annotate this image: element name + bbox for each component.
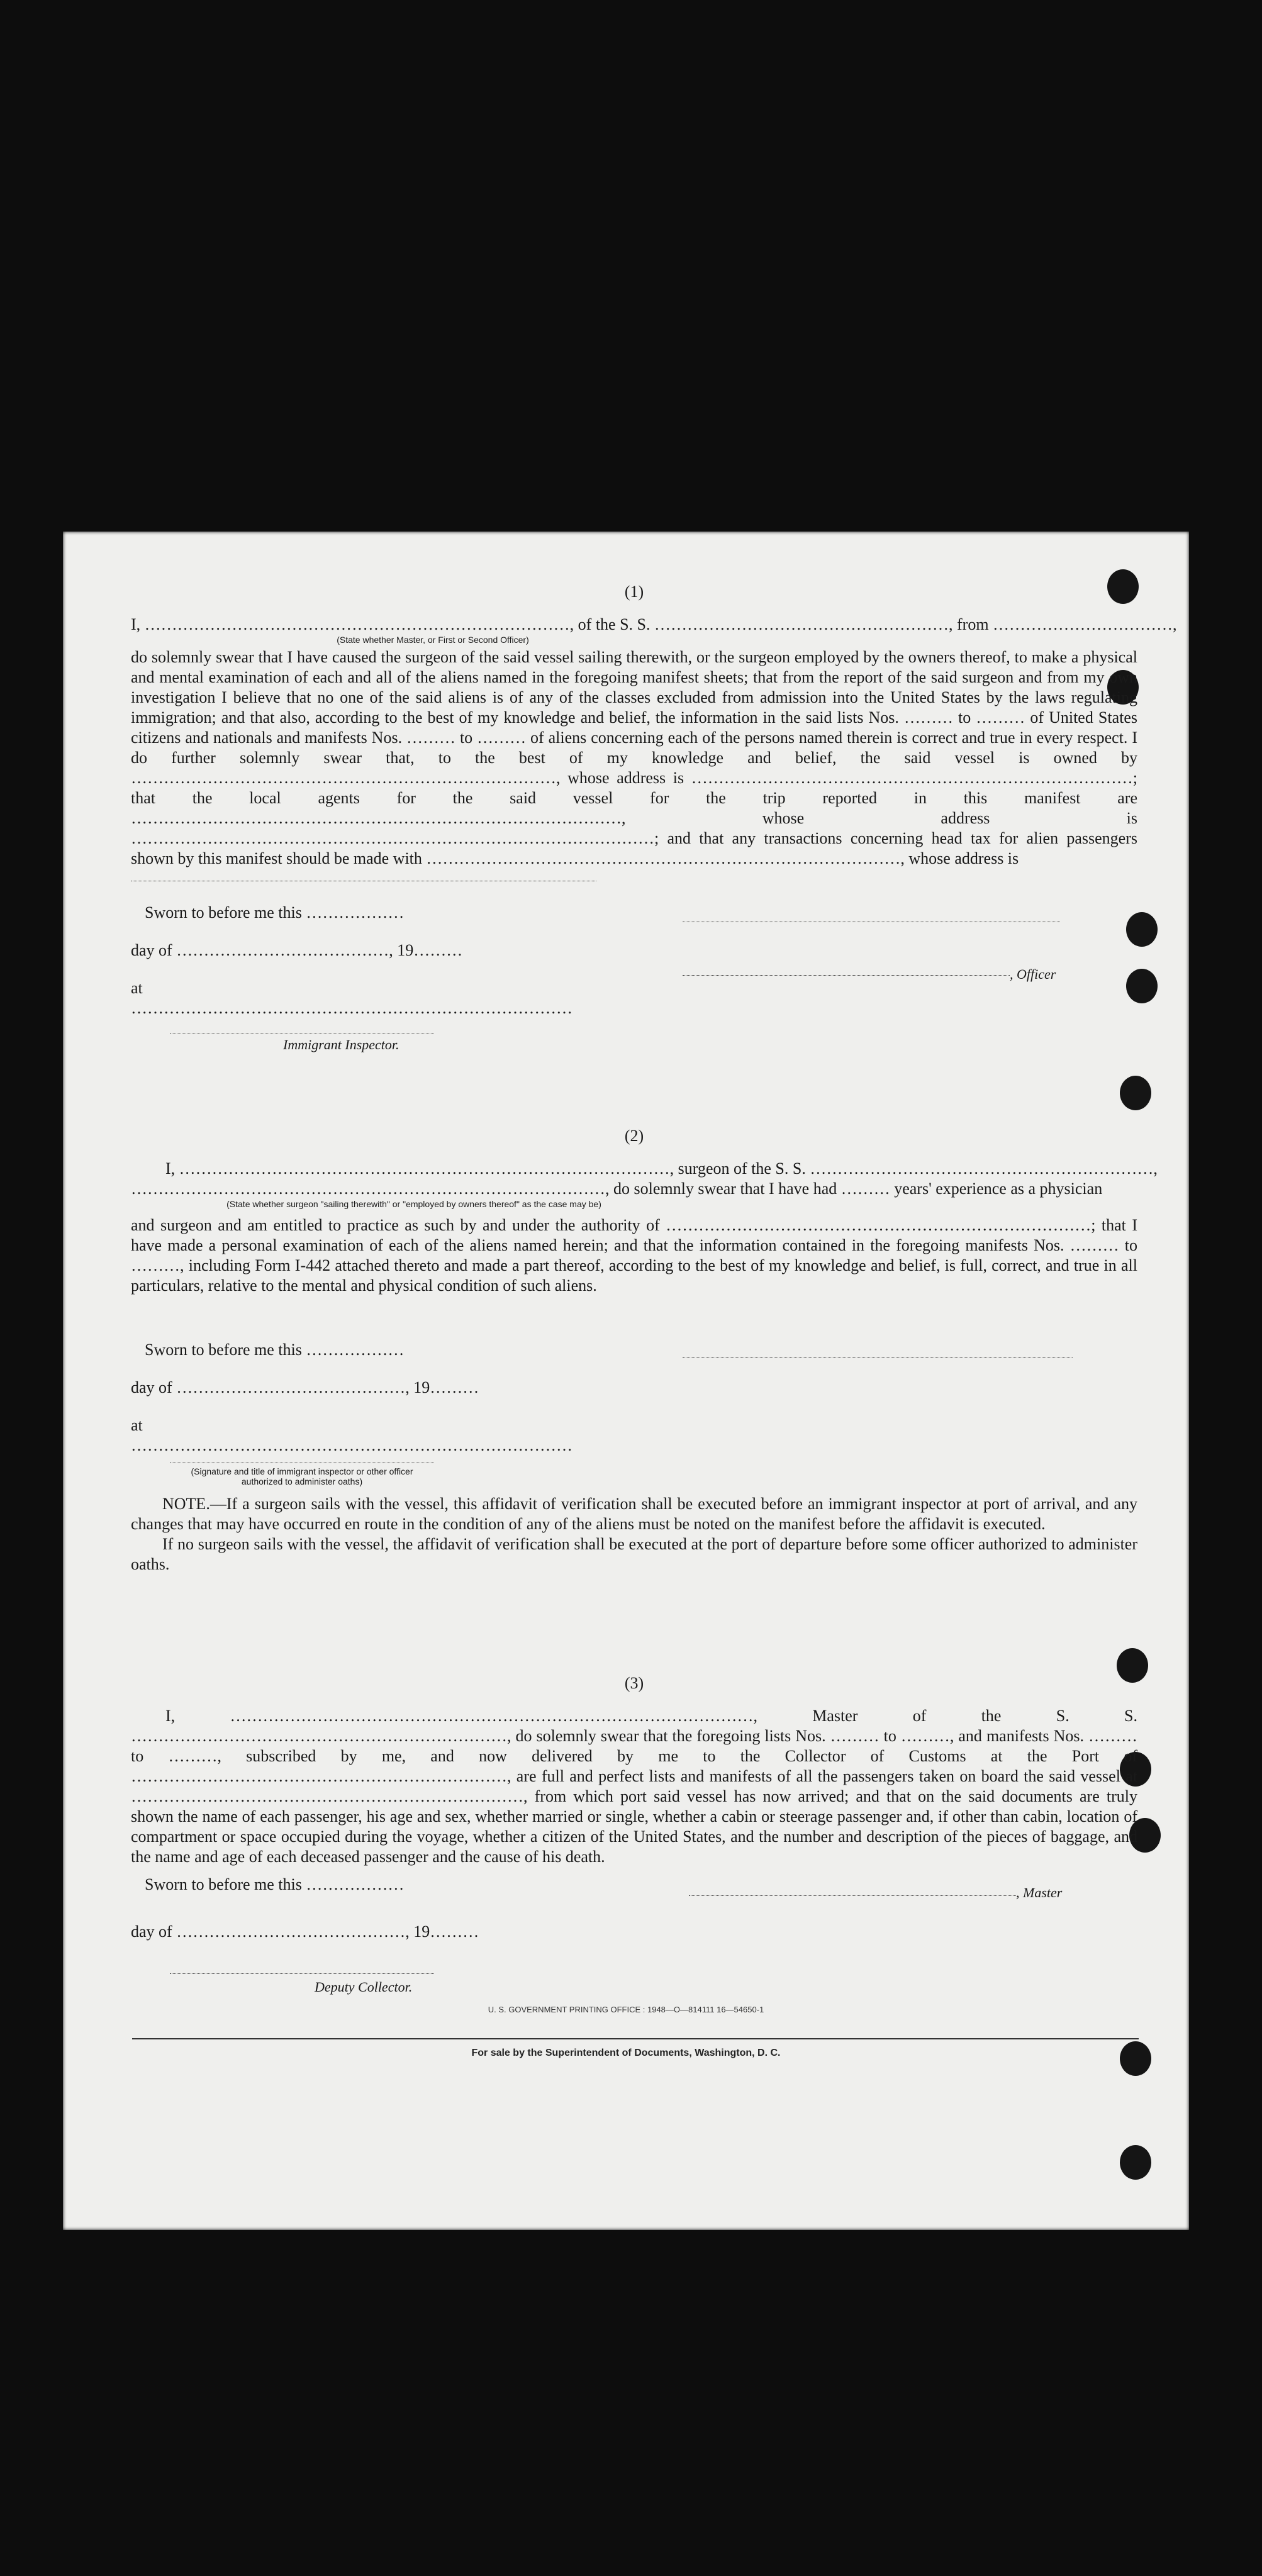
- at-line: at ………………………………………………………………………: [131, 979, 572, 1017]
- inspector-label: Immigrant Inspector.: [283, 1037, 399, 1052]
- officer-signature-line: [683, 975, 1010, 976]
- oath-body: I, ……………………………………………………………………………………, Master of the S. S. ……………………………………………………………, do solemnly swear that the foregoing lists Nos. ……… to ………, and manifests Nos. ……… to ………, subscribed by me, and now delivered by me to the Collector of Customs at the Port of ……………………………………………………………, are full and perfect lists and manifests of all the passengers taken on board the said vessel at ………………………………………………………………, from which port said vessel has now arrived; and that on the said documents are truly shown the name of each passenger, his age and sex, whether married or single, whether a cabin or steerage passenger and, if other than cabin, location of compartment or space occupied during the voyage, whether a citizen of the United States, and the number and description of the pieces of baggage, and the name and age of each deceased passenger and the cause of his death.: [131, 1707, 1137, 1866]
- at-line: at ………………………………………………………………………: [131, 1416, 572, 1454]
- affidavit-section-3: [131, 1673, 1137, 1867]
- sworn-line: Sworn to before me this ………………: [145, 1875, 405, 1893]
- signature-line: [683, 1357, 1073, 1358]
- document-page: [63, 532, 1189, 2230]
- note-2: If no surgeon sails with the vessel, the affidavit of verification shall be executed at the port of departure before some officer authorized to administer oaths.: [131, 1535, 1137, 1573]
- signature-note: (Signature and title of immigrant inspector or other officer authorized to administer oaths): [191, 1466, 413, 1486]
- note-1: NOTE.—If a surgeon sails with the vessel, this affidavit of verification shall be executed before an immigrant inspector at port of arrival, and any changes that may have occurred en route in the condition of any of the aliens must be noted on the manifest before the affidavit is executed.: [131, 1495, 1137, 1533]
- punch-hole: [1126, 969, 1158, 1003]
- collector-signature-line: [170, 1973, 434, 1974]
- field-note: (State whether Master, or First or Second Officer): [337, 635, 529, 645]
- affidavit-section-2: [131, 1126, 1158, 1296]
- oath-body: do solemnly swear that I have caused the surgeon of the said vessel sailing therewith, or the surgeon employed by the owners thereof, to make a physical and mental examination of each and all of the aliens named in the foregoing manifest sheets; that from the report of the said surgeon and from my own investigation I believe that no one of the said aliens is of any of the classes excluded from admission into the United States by the laws regulating immigration; and that also, according to the best of my knowledge and belief, the information in the said lists Nos. ……… to ……… of United States citizens and nationals and manifests Nos. ……… to ……… of aliens concerning each of the persons named therein is correct and true in every respect. I do further solemnly swear that, to the best of my knowledge and belief, the said vessel is owned by ……………………………………………………………………, whose address is ………………………………………………………………………; that the local agents for the said vessel for the trip reported in this manifest are ………………………………………………………………………………, whose address is ……………………………………………………………………………………; and that any transactions concerning head tax for alien passengers shown by this manifest should be made with ……………………………………………………………………………, whose address is: [131, 648, 1137, 867]
- sworn-line: Sworn to before me this ………………: [145, 903, 405, 922]
- footer-rule: [132, 2038, 1139, 2039]
- punch-hole: [1126, 912, 1158, 947]
- surgeon-line: I, ………………………………………………………………………………, surgeon of the S. S. ………………………………………………………,: [165, 1159, 1158, 1178]
- printing-office-line: U. S. GOVERNMENT PRINTING OFFICE : 1948—O—814111 16—54650-1: [488, 2005, 764, 2014]
- punch-hole: [1120, 1076, 1151, 1110]
- collector-label: Deputy Collector.: [315, 1979, 413, 1995]
- day-line: day of ……………………………………, 19………: [131, 1922, 479, 1941]
- note-paragraph: [131, 1494, 1137, 1575]
- field-note: (State whether surgeon "sailing therewith" or "employed by owners thereof" as the case may be): [226, 1199, 601, 1209]
- day-line: day of ……………………………………, 19………: [131, 1378, 479, 1397]
- officer-label: , Officer: [1010, 966, 1056, 982]
- punch-hole: [1120, 2145, 1151, 2180]
- sworn-line: Sworn to before me this ………………: [145, 1341, 405, 1359]
- master-label: , Master: [1016, 1885, 1063, 1900]
- experience-line: ……………………………………………………………………………, do solemnly swear that I have had ……… years' experience as a physician: [131, 1179, 1103, 1198]
- section-number: (2): [624, 1127, 644, 1145]
- declarant-line: I, ……………………………………………………………………, of the S. S. ………………………………………………, from ……………………………,: [131, 615, 1177, 633]
- affidavit-section-1: [131, 582, 1177, 869]
- section-number: (3): [624, 1674, 644, 1692]
- master-signature-line: [689, 1895, 1016, 1896]
- section-number: (1): [624, 583, 644, 601]
- oath-body: and surgeon and am entitled to practice as such by and under the authority of ……………………………………………………………………; that I have made a personal examination of each of the aliens named herein; and that the information contained in the foregoing manifests Nos. ……… to ………, including Form I-442 attached thereto and made a part thereof, according to the best of my knowledge and belief, is full, correct, and true in all particulars, relative to the mental and physical condition of such aliens.: [131, 1216, 1137, 1295]
- day-line: day of …………………………………, 19………: [131, 941, 463, 959]
- footer-text: For sale by the Superintendent of Documents, Washington, D. C.: [471, 2048, 781, 2058]
